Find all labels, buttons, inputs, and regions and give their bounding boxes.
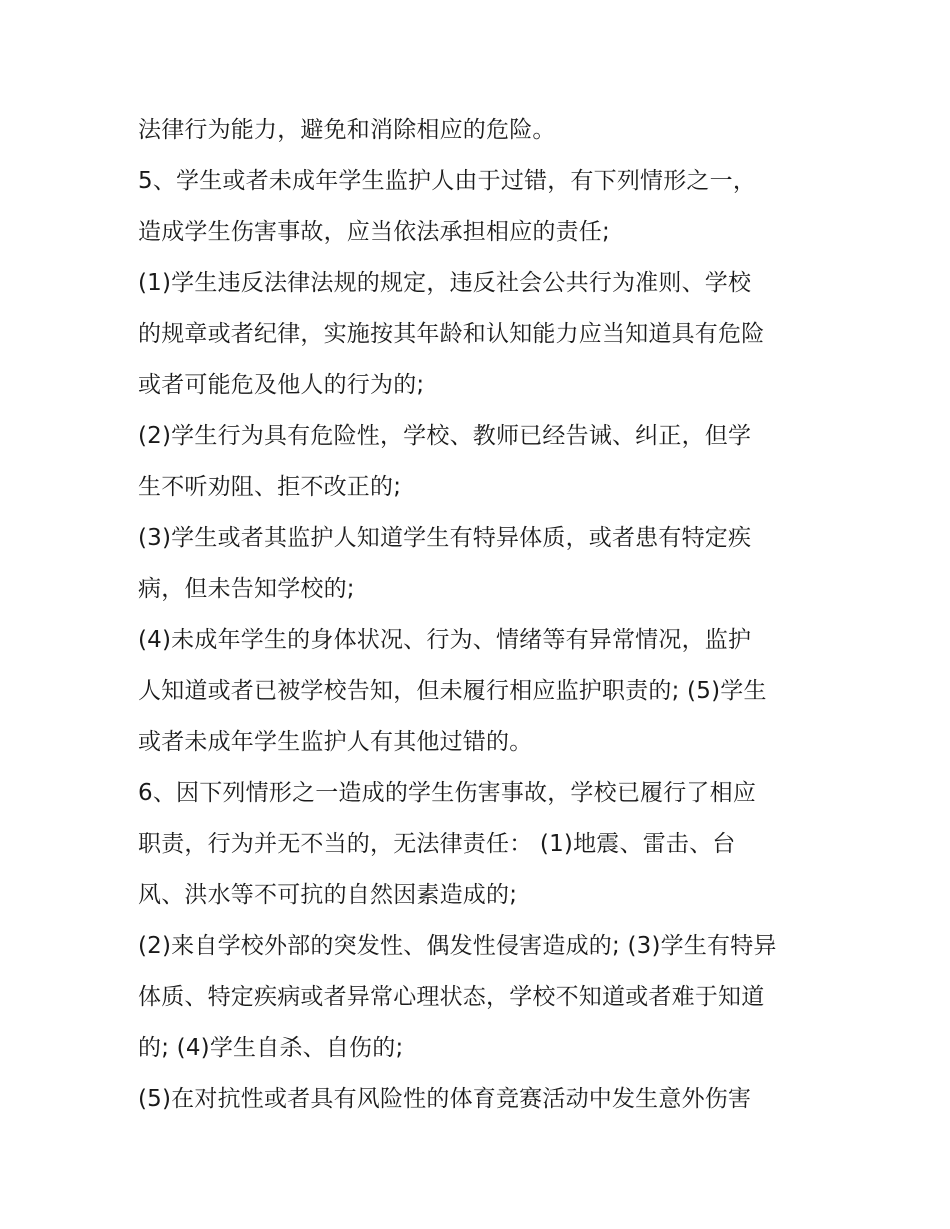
text-line: (4)未成年学生的身体状况、行为、情绪等有异常情况，监护 — [138, 627, 752, 653]
text-line: 造成学生伤害事故，应当依法承担相应的责任; — [138, 219, 610, 245]
text-line: (2)来自学校外部的突发性、偶发性侵害造成的; (3)学生有特异 — [138, 933, 777, 959]
text-line: 风、洪水等不可抗的自然因素造成的; — [138, 882, 518, 908]
text-line: 6、因下列情形之一造成的学生伤害事故，学校已履行了相应 — [138, 780, 757, 806]
text-line: 病，但未告知学校的; — [138, 576, 355, 602]
text-line: 5、学生或者未成年学生监护人由于过错，有下列情形之一， — [138, 168, 757, 194]
text-line: (1)学生违反法律法规的规定，违反社会公共行为准则、学校 — [138, 270, 752, 296]
text-line: (5)在对抗性或者具有风险性的体育竞赛活动中发生意外伤害 — [138, 1086, 752, 1112]
document-body — [138, 105, 828, 1125]
text-line: 法律行为能力，避免和消除相应的危险。 — [138, 117, 556, 143]
text-line: 或者未成年学生监护人有其他过错的。 — [138, 729, 533, 755]
text-line: (3)学生或者其监护人知道学生有特异体质，或者患有特定疾 — [138, 525, 752, 551]
text-line: 的规章或者纪律，实施按其年龄和认知能力应当知道具有危险 — [138, 321, 765, 347]
text-line: 的; (4)学生自杀、自伤的; — [138, 1035, 404, 1061]
text-line: 职责，行为并无不当的，无法律责任： (1)地震、雷击、台 — [138, 831, 736, 857]
text-line: 体质、特定疾病或者异常心理状态，学校不知道或者难于知道 — [138, 984, 765, 1010]
text-line: 或者可能危及他人的行为的; — [138, 372, 425, 398]
text-line: 人知道或者已被学校告知，但未履行相应监护职责的; (5)学生 — [138, 678, 767, 704]
text-line: (2)学生行为具有危险性，学校、教师已经告诫、纠正，但学 — [138, 423, 752, 449]
text-line: 生不听劝阻、拒不改正的; — [138, 474, 402, 500]
